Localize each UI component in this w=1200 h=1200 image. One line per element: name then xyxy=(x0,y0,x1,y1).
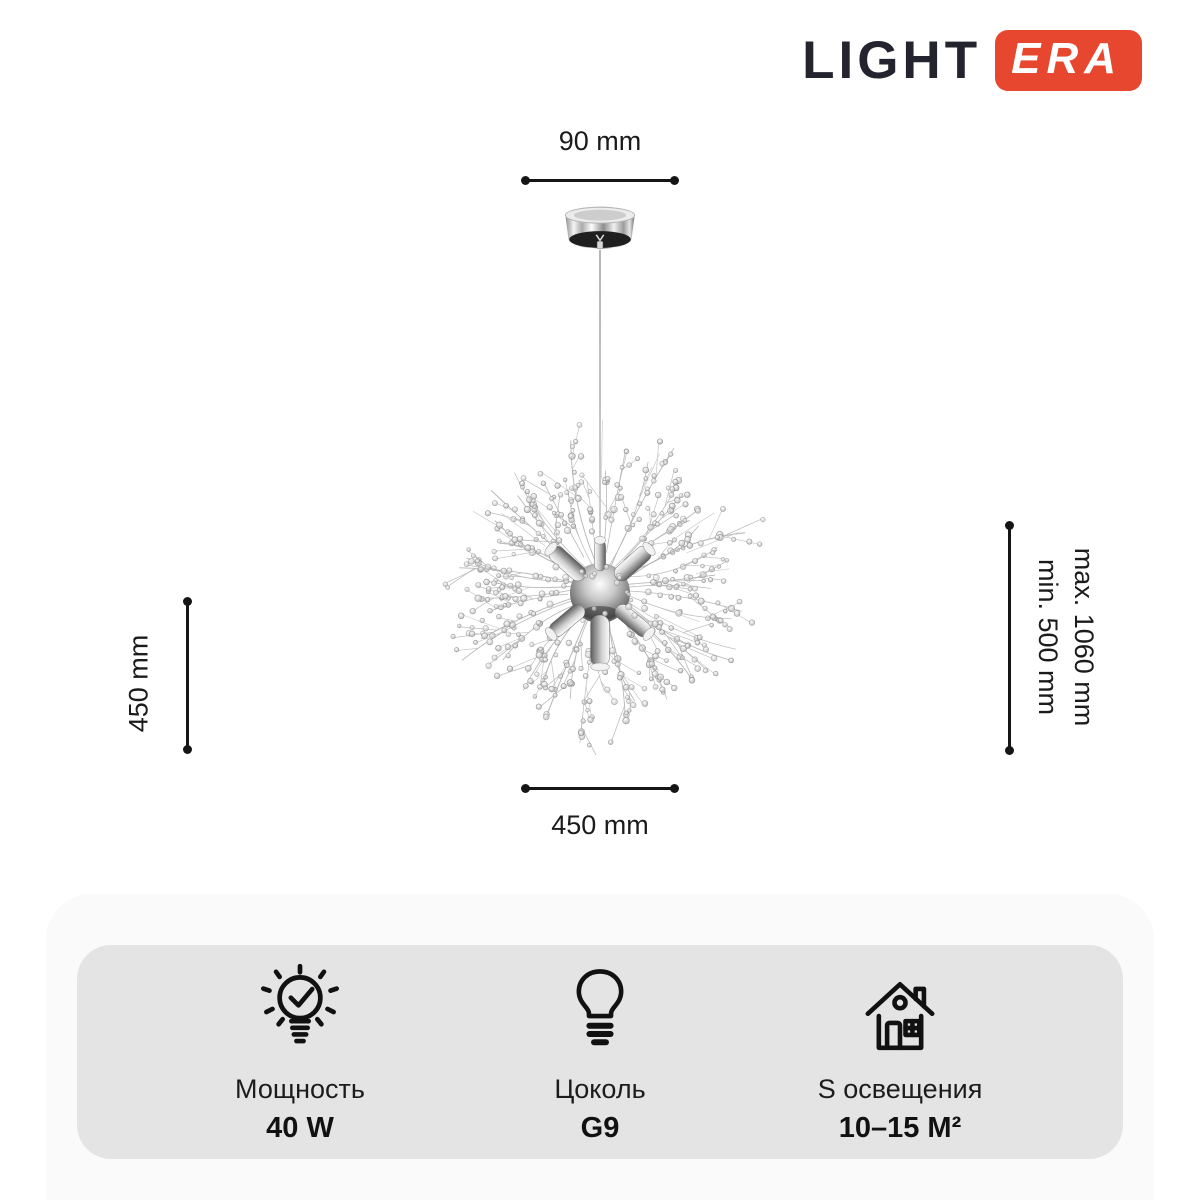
spec-column-power xyxy=(150,953,450,1145)
chandelier-image xyxy=(430,415,770,755)
ceiling-canopy xyxy=(558,203,642,261)
canopy-cable-gland xyxy=(597,241,603,248)
spec-value-socket: G9 xyxy=(580,1112,620,1144)
brand-logo-light-text: LIGHT xyxy=(802,31,982,90)
spec-label-socket: Цоколь xyxy=(554,1074,646,1104)
dim-width-line xyxy=(524,787,676,790)
dim-canopy-width-label: 90 mm xyxy=(558,126,642,156)
house-icon xyxy=(852,953,948,1069)
bulb-check-rays-icon xyxy=(248,953,352,1069)
bulb-icon xyxy=(554,953,646,1069)
dim-suspension-min: min. 500 mm xyxy=(1033,558,1063,716)
spec-value-power: 40 W xyxy=(266,1112,334,1144)
dim-width-label: 450 mm xyxy=(551,810,649,840)
spec-column-socket xyxy=(450,953,750,1145)
brand-logo xyxy=(802,30,1142,91)
spec-column-area xyxy=(750,953,1050,1145)
dim-height-line xyxy=(186,600,189,751)
brand-logo-era-badge: ERA xyxy=(995,30,1142,91)
spec-label-power: Мощность xyxy=(235,1074,365,1104)
dim-canopy-width-line xyxy=(524,179,676,182)
dim-height-label: 450 mm xyxy=(123,634,154,733)
spec-label-area: S освещения xyxy=(817,1074,983,1104)
dim-suspension-max: max. 1060 mm xyxy=(1069,547,1099,727)
dim-suspension-line xyxy=(1008,524,1011,752)
dim-suspension-label xyxy=(1030,537,1102,737)
spec-value-area: 10–15 М² xyxy=(838,1112,962,1144)
